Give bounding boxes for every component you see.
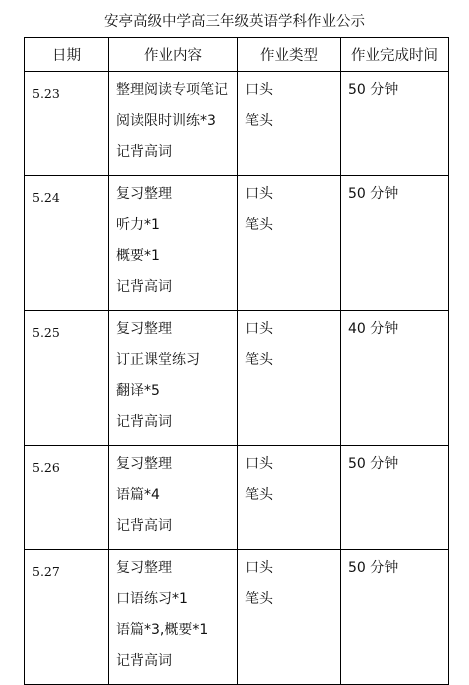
row-content-cell xyxy=(109,176,238,311)
content-item: 概要*1 xyxy=(116,248,160,264)
row-content-cell xyxy=(109,550,238,685)
content-item: 整理阅读专项笔记 xyxy=(116,82,228,98)
row-time: 50 分钟 xyxy=(348,560,399,576)
table-header-row xyxy=(25,38,449,72)
row-date-cell xyxy=(25,311,109,446)
homework-table xyxy=(24,37,449,685)
row-date-cell xyxy=(25,176,109,311)
type-item: 口头 xyxy=(245,186,273,202)
type-item: 笔头 xyxy=(245,217,273,233)
row-content-cell xyxy=(109,72,238,176)
content-item: 语篇*3,概要*1 xyxy=(116,622,209,638)
row-type-cell xyxy=(238,311,341,446)
content-item: 口语练习*1 xyxy=(116,591,188,607)
row-time-cell xyxy=(341,72,449,176)
row-time-cell xyxy=(341,446,449,550)
table-row xyxy=(25,72,449,176)
content-item: 听力*1 xyxy=(116,217,160,233)
type-item: 笔头 xyxy=(245,352,273,368)
content-item: 复习整理 xyxy=(116,321,172,337)
row-type-cell xyxy=(238,72,341,176)
type-item: 口头 xyxy=(245,321,273,337)
content-item: 记背高词 xyxy=(116,518,172,534)
row-time: 50 分钟 xyxy=(348,82,399,98)
table-row xyxy=(25,550,449,685)
row-time: 50 分钟 xyxy=(348,186,399,202)
header-content: 作业内容 xyxy=(109,38,238,72)
type-item: 笔头 xyxy=(245,487,273,503)
row-date: 5.24 xyxy=(32,190,60,205)
content-item: 翻译*5 xyxy=(116,383,160,399)
content-item: 记背高词 xyxy=(116,279,172,295)
header-date: 日期 xyxy=(25,38,109,72)
content-item: 语篇*4 xyxy=(116,487,160,503)
content-item: 订正课堂练习 xyxy=(116,352,200,368)
row-date: 5.23 xyxy=(32,86,60,101)
header-time: 作业完成时间 xyxy=(341,38,449,72)
content-item: 复习整理 xyxy=(116,186,172,202)
table-row xyxy=(25,311,449,446)
type-item: 口头 xyxy=(245,560,273,576)
content-item: 记背高词 xyxy=(116,653,172,669)
page-title: 安亭高级中学高三年级英语学科作业公示 xyxy=(104,14,365,30)
row-date-cell xyxy=(25,72,109,176)
type-item: 笔头 xyxy=(245,113,273,129)
row-date: 5.26 xyxy=(32,460,60,475)
table-row xyxy=(25,176,449,311)
row-time-cell xyxy=(341,176,449,311)
table-row xyxy=(25,446,449,550)
row-date: 5.25 xyxy=(32,325,60,340)
row-time-cell xyxy=(341,311,449,446)
type-item: 口头 xyxy=(245,456,273,472)
content-item: 阅读限时训练*3 xyxy=(116,113,216,129)
type-item: 口头 xyxy=(245,82,273,98)
content-item: 复习整理 xyxy=(116,456,172,472)
row-content-cell xyxy=(109,311,238,446)
content-item: 复习整理 xyxy=(116,560,172,576)
row-type-cell xyxy=(238,446,341,550)
row-date-cell xyxy=(25,550,109,685)
row-date-cell xyxy=(25,446,109,550)
content-item: 记背高词 xyxy=(116,144,172,160)
row-time: 40 分钟 xyxy=(348,321,399,337)
header-type: 作业类型 xyxy=(238,38,341,72)
row-type-cell xyxy=(238,550,341,685)
row-date: 5.27 xyxy=(32,564,60,579)
content-item: 记背高词 xyxy=(116,414,172,430)
row-time-cell xyxy=(341,550,449,685)
row-content-cell xyxy=(109,446,238,550)
row-time: 50 分钟 xyxy=(348,456,399,472)
row-type-cell xyxy=(238,176,341,311)
type-item: 笔头 xyxy=(245,591,273,607)
